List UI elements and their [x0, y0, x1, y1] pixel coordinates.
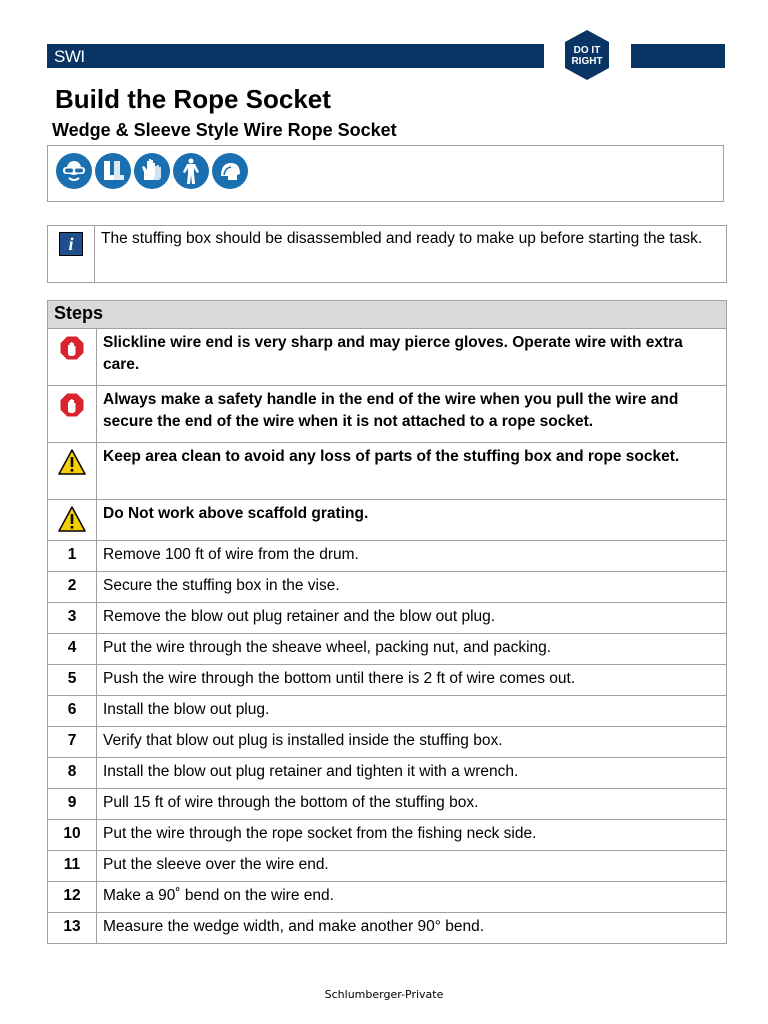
- step-row: [48, 727, 727, 758]
- step-number: 3: [48, 603, 97, 634]
- step-text: Remove the blow out plug retainer and the blow out plug.: [97, 603, 727, 634]
- step-text: Make a 90˚ bend on the wire end.: [97, 882, 727, 913]
- goggles-icon: [56, 153, 92, 189]
- step-row: [48, 851, 727, 882]
- header-label: SWI: [54, 47, 85, 66]
- info-table: [47, 225, 727, 283]
- step-text: Install the blow out plug retainer and tighten it with a wrench.: [97, 758, 727, 789]
- caution-row: [48, 443, 727, 500]
- step-number: 4: [48, 634, 97, 665]
- info-text: The stuffing box should be disassembled and ready to make up before starting the task.: [95, 226, 727, 283]
- warning-text: Slickline wire end is very sharp and may pierce gloves. Operate wire with extra care.: [97, 329, 727, 386]
- warning-text: Always make a safety handle in the end of the wire when you pull the wire and secure the end of the wire when it is not attached to a rope socket.: [97, 386, 727, 443]
- warning-row: [48, 329, 727, 386]
- steps-heading: Steps: [48, 301, 727, 329]
- step-text: Put the wire through the sheave wheel, packing nut, and packing.: [97, 634, 727, 665]
- badge-line1: DO IT: [573, 45, 601, 56]
- gloves-icon: [134, 153, 170, 189]
- step-row: [48, 696, 727, 727]
- ppe-box: [47, 145, 724, 202]
- step-number: 10: [48, 820, 97, 851]
- header-bar-right: [631, 44, 725, 68]
- step-text: Measure the wedge width, and make another 90° bend.: [97, 913, 727, 944]
- step-row: [48, 913, 727, 944]
- page-title: Build the Rope Socket: [55, 84, 331, 114]
- do-it-right-badge: [563, 29, 611, 81]
- step-row: [48, 634, 727, 665]
- step-text: Remove 100 ft of wire from the drum.: [97, 541, 727, 572]
- steps-table: [47, 300, 727, 944]
- step-row: [48, 820, 727, 851]
- badge-line2: RIGHT: [571, 56, 603, 67]
- step-text: Install the blow out plug.: [97, 696, 727, 727]
- stop-icon: [59, 335, 85, 361]
- step-row: [48, 665, 727, 696]
- step-row: [48, 572, 727, 603]
- step-number: 5: [48, 665, 97, 696]
- step-number: 1: [48, 541, 97, 572]
- step-number: 13: [48, 913, 97, 944]
- step-row: [48, 789, 727, 820]
- step-row: [48, 603, 727, 634]
- step-text: Pull 15 ft of wire through the bottom of the stuffing box.: [97, 789, 727, 820]
- footer-classification: Schlumberger-Private: [324, 988, 444, 1001]
- step-text: Put the wire through the rope socket from the fishing neck side.: [97, 820, 727, 851]
- step-text: Secure the stuffing box in the vise.: [97, 572, 727, 603]
- step-number: 12: [48, 882, 97, 913]
- step-number: 6: [48, 696, 97, 727]
- step-number: 9: [48, 789, 97, 820]
- header-bar: [47, 44, 544, 68]
- info-icon: i: [59, 232, 83, 256]
- caution-row: [48, 500, 727, 541]
- step-number: 2: [48, 572, 97, 603]
- page-subtitle: Wedge & Sleeve Style Wire Rope Socket: [52, 120, 397, 140]
- caution-icon: [58, 506, 86, 532]
- step-row: [48, 541, 727, 572]
- step-row: [48, 882, 727, 913]
- caution-icon: [58, 449, 86, 475]
- helmet-icon: [212, 153, 248, 189]
- step-text: Push the wire through the bottom until there is 2 ft of wire comes out.: [97, 665, 727, 696]
- step-number: 7: [48, 727, 97, 758]
- caution-text: Do Not work above scaffold grating.: [97, 500, 727, 541]
- warning-row: [48, 386, 727, 443]
- caution-text: Keep area clean to avoid any loss of parts of the stuffing box and rope socket.: [97, 443, 727, 500]
- boots-icon: [95, 153, 131, 189]
- step-text: Verify that blow out plug is installed inside the stuffing box.: [97, 727, 727, 758]
- coverall-icon: [173, 153, 209, 189]
- stop-icon: [59, 392, 85, 418]
- step-text: Put the sleeve over the wire end.: [97, 851, 727, 882]
- step-row: [48, 758, 727, 789]
- step-number: 11: [48, 851, 97, 882]
- step-number: 8: [48, 758, 97, 789]
